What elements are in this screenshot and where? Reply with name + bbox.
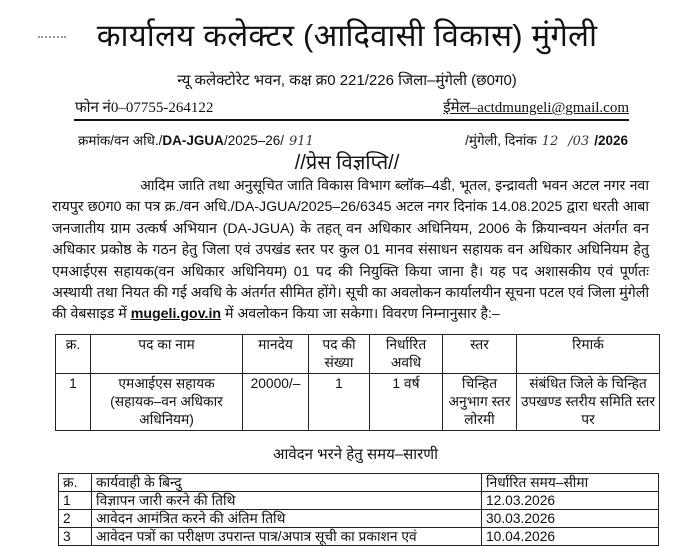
main-content — [52, 176, 659, 546]
cell: विज्ञापन जारी करने की तिथि — [92, 491, 482, 509]
ref-handwritten-number: 911 — [289, 134, 314, 149]
cell: 20000/– — [243, 373, 309, 430]
cell: 12.03.2026 — [482, 491, 659, 509]
table-row — [59, 527, 659, 545]
col-header: क्र. — [56, 334, 91, 373]
body-text: आदिम जाति तथा अनुसूचित जाति विकास विभाग ब्लॉक–4डी, भूतल, इन्द्रावती भवन अटल नगर नवा रायपुर छ0ग0 का पत्र क्र./वन अधि./DA-JGUA/2025–26/6345 अटल नगर दिनांक 14.08.2025 द्वारा धरती आबा जनजातीय ग्राम उत्कर्ष अभियान (DA-JGUA) के तहत् वन अधिकार अधिनियम, 2006 के क्रियान्वयन अंतर्गत वन अधिकार प्रकोष्ठ के गठन हेतु जिला एवं उपखंड स्तर पर कुल 01 मानव संसाधन सहायक वन अधिकार अधिनियम हेतु एमआईएस सहायक(वन अधिकार अधिनियम) 01 पद की नियुक्ति किया जाना है। यह पद अशासकीय एवं पूर्णतः अस्थायी तथा नियत की गई अवधि के अंतर्गत सीमित होंगे। सूची का अवलोकन कार्यालयीन सूचना पटल एवं जिला मुंगेली की वेबसाइड में — [52, 178, 649, 323]
col-header: पद का नाम — [91, 334, 243, 373]
body-text-end: में अवलोकन किया जा सकेगा। विवरण निम्नानुसार है:– — [225, 306, 500, 323]
col-header: पद की संख्या — [309, 334, 370, 373]
cell: एमआईएस सहायक (सहायक–वन अधिकार अधिनियम) — [91, 373, 243, 430]
ref-prefix: क्रमांक/वन अधि./ — [78, 133, 163, 148]
table-row — [56, 373, 660, 430]
col-header: कार्यवाही के बिन्दु — [92, 473, 482, 491]
cell: चिन्हित अनुभाग स्तर लोरमी — [443, 373, 517, 430]
body-paragraph — [52, 176, 649, 326]
date-day: 12 — [541, 134, 559, 149]
ref-year: /2025–26/ — [223, 133, 284, 148]
col-header: क्र. — [59, 473, 92, 491]
col-header: रिमार्क — [517, 334, 660, 373]
cell: 30.03.2026 — [482, 509, 659, 527]
issue-date — [465, 131, 628, 149]
contact-line — [75, 97, 629, 117]
cell: 1 — [59, 491, 92, 509]
place-date-label: /मुंगेली, दिनांक — [465, 133, 537, 148]
table-header-row — [59, 473, 659, 491]
cell: 1 — [309, 373, 370, 430]
date-year: /2026 — [594, 133, 628, 148]
press-release-heading: //प्रेस विज्ञप्ति// — [294, 152, 400, 174]
cell: 10.04.2026 — [482, 527, 659, 545]
col-header: निर्धारित अवधि — [370, 334, 443, 373]
ref-code: DA-JGUA — [162, 133, 224, 148]
cell: 1 वर्ष — [370, 373, 443, 430]
col-header: स्तर — [443, 334, 517, 373]
cell: 1 — [56, 373, 91, 430]
table-row — [59, 491, 659, 509]
posts-table — [55, 334, 660, 431]
phone-number: फोन नं0–07755-264122 — [75, 100, 214, 116]
table-header-row — [56, 334, 660, 373]
date-month: /03 — [568, 134, 590, 149]
table-row — [59, 509, 659, 527]
office-address: न्यू कलेक्टोरेट भवन, कक्ष क्र0 221/226 जिला–मुंगेली (छ0ग0) — [177, 72, 517, 89]
schedule-table — [58, 473, 659, 546]
cell: संबंधित जिले के चिन्हित उपखण्ड स्तरीय समिति स्तर पर — [517, 373, 660, 430]
email-address: ईमेल–actdmungeli@gmail.com — [443, 100, 629, 116]
cell: आवेदन पत्रों का परीक्षण उपरान्त पात्र/अपात्र सूची का प्रकाशन एवं — [92, 527, 482, 545]
schedule-caption: आवेदन भरने हेतु समय–सारणी — [272, 445, 439, 463]
col-header: निर्धारित समय–सीमा — [482, 473, 659, 491]
cell: 2 — [59, 509, 92, 527]
reference-number — [78, 131, 319, 149]
website-link[interactable]: mugeli.gov.in — [130, 306, 222, 323]
office-title: कार्यालय कलेक्टर (आदिवासी विकास) मुंगेली — [96, 18, 598, 53]
cell: 3 — [59, 527, 92, 545]
cell: आवेदन आमंत्रित करने की अंतिम तिथि — [92, 509, 482, 527]
col-header: मानदेय — [243, 334, 309, 373]
header-divider — [74, 119, 629, 121]
reference-line — [78, 131, 628, 149]
